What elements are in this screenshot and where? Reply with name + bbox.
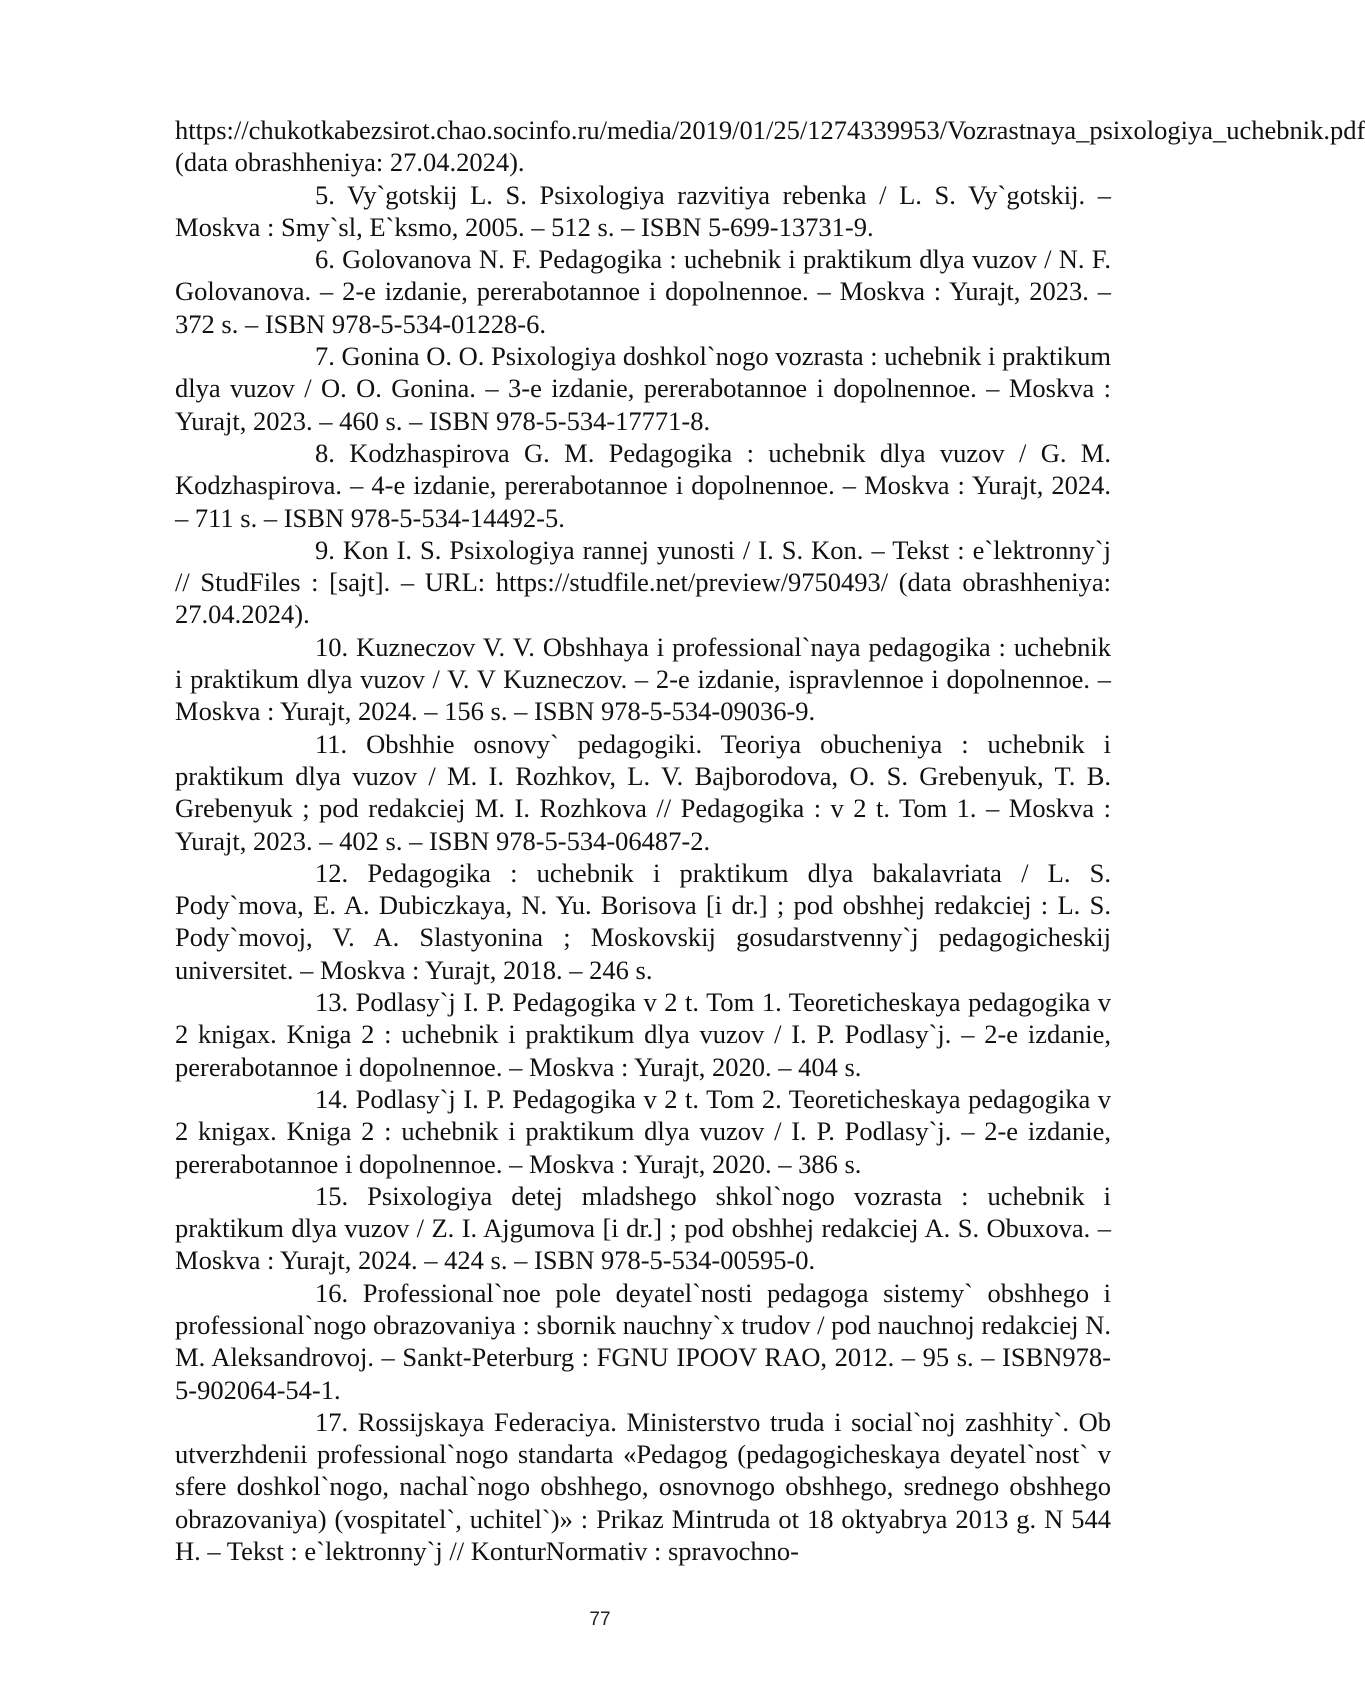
reference-number: 17. bbox=[315, 1406, 349, 1437]
reference-item-5 bbox=[175, 179, 1111, 244]
reference-text: Gonina O. O. Psixologiya doshkol`nogo vozrasta : uchebnik i praktikum dlya vuzov / O. O. Gonina. – 3-e izdanie, pererabotannoe i dopolnennoe. – Moskva : Yurajt, 2023. – 460 s. – ISBN 978-5-534-17771-8. bbox=[175, 341, 1112, 436]
reference-item-11 bbox=[175, 728, 1111, 857]
page-number: 77 bbox=[589, 1609, 611, 1630]
reference-number: 16. bbox=[315, 1277, 349, 1308]
reference-text: Professional`noe pole deyatel`nosti pedagoga sistemy` obshhego i professional`nogo obrazovaniya : sbornik nauchny`x trudov / pod nauchnoj redakciej N. M. Aleksandrovoj. – Sankt-Peterburg : FGNU IPOOV RAO, 2012. – 95 s. – ISBN978-5-902064-54-1. bbox=[175, 1277, 1112, 1405]
reference-item-16 bbox=[175, 1277, 1111, 1406]
reference-number: 15. bbox=[315, 1180, 349, 1211]
reference-text: Rossijskaya Federaciya. Ministerstvo truda i social`noj zashhity`. Ob utverzhdenii professional`nogo standarta «Pedagog (pedagogicheskaya deyatel`nost` v sfere doshkol`nogo, nachal`nogo obshhego, osnovnogo obshhego, srednego obshhego obrazovaniya) (vospitatel`, uchitel`)» : Prikaz Mintruda ot 18 oktyabrya 2013 g. N 544 H. – Tekst : e`lektronny`j // KonturNormativ : spravochno- bbox=[175, 1406, 1111, 1567]
reference-text: Podlasy`j I. P. Pedagogika v 2 t. Tom 2. Teoreticheskaya pedagogika v 2 knigax. Kniga 2 : uchebnik i praktikum dlya vuzov / I. P. Podlasy`j. – 2-e izdanie, pererabotannoe i dopolnennoe. – Moskva : Yurajt, 2020. – 386 s. bbox=[175, 1083, 1112, 1179]
reference-number: 11. bbox=[315, 728, 348, 759]
reference-number: 14. bbox=[315, 1083, 349, 1114]
reference-item-9 bbox=[175, 534, 1111, 631]
reference-text: Kon I. S. Psixologiya rannej yunosti / I. S. Kon. – Tekst : e`lektronny`j // StudFiles : [sajt]. – URL: https://studfile.net/preview/9750493/ (data obrashheniya: 27.04.2024). bbox=[175, 534, 1112, 630]
reference-item-12 bbox=[175, 857, 1111, 986]
reference-item-7 bbox=[175, 340, 1111, 437]
reference-item-13 bbox=[175, 986, 1111, 1083]
reference-item-14 bbox=[175, 1083, 1111, 1180]
reference-number: 7. bbox=[315, 341, 335, 372]
reference-text: Kodzhaspirova G. M. Pedagogika : uchebnik dlya vuzov / G. M. Kodzhaspirova. – 4-e izdanie, pererabotannoe i dopolnennoe. – Moskva : Yurajt, 2024. – 711 s. – ISBN 978-5-534-14492-5. bbox=[175, 437, 1111, 533]
reference-item-10 bbox=[175, 631, 1111, 728]
reference-item-6 bbox=[175, 243, 1111, 340]
reference-text: Podlasy`j I. P. Pedagogika v 2 t. Tom 1. Teoreticheskaya pedagogika v 2 knigax. Kniga 2 : uchebnik i praktikum dlya vuzov / I. P. Podlasy`j. – 2-e izdanie, pererabotannoe i dopolnennoe. – Moskva : Yurajt, 2020. – 404 s. bbox=[175, 987, 1112, 1082]
reference-text: Kuzneczov V. V. Obshhaya i professional`naya pedagogika : uchebnik i praktikum dlya vuzov / V. V Kuzneczov. – 2-e izdanie, ispravlennoe i dopolnennoe. – Moskva : Yurajt, 2024. – 156 s. – ISBN 978-5-534-09036-9. bbox=[175, 631, 1112, 727]
reference-number: 10. bbox=[315, 631, 349, 662]
reference-text: Pedagogika : uchebnik i praktikum dlya bakalavriata / L. S. Pody`mova, E. A. Dubiczkaya, N. Yu. Borisova [i dr.] ; pod obshhej redakciej : L. S. Pody`movoj, V. A. Slastyonina ; Moskovskij gosudarstvenny`j pedagogicheskij universitet. – Moskva : Yurajt, 2018. – 246 s. bbox=[175, 857, 1112, 985]
reference-text: Golovanova N. F. Pedagogika : uchebnik i praktikum dlya vuzov / N. F. Golovanova. – 2-e izdanie, pererabotannoe i dopolnennoe. – Moskva : Yurajt, 2023. – 372 s. – ISBN 978-5-534-01228-6. bbox=[175, 244, 1112, 339]
reference-text: Vy`gotskij L. S. Psixologiya razvitiya rebenka / L. S. Vy`gotskij. – Moskva : Smy`sl, E`ksmo, 2005. – 512 s. – ISBN 5-699-13731-9. bbox=[175, 179, 1111, 242]
reference-item-8 bbox=[175, 437, 1111, 534]
reference-item-15 bbox=[175, 1180, 1111, 1277]
reference-number: 13. bbox=[315, 987, 349, 1018]
reference-number: 12. bbox=[315, 857, 349, 888]
reference-number: 9. bbox=[315, 534, 335, 565]
reference-number: 5. bbox=[315, 179, 335, 210]
reference-list bbox=[175, 114, 1365, 1567]
reference-item-17 bbox=[175, 1406, 1111, 1567]
reference-text: Obshhie osnovy` pedagogiki. Teoriya obucheniya : uchebnik i praktikum dlya vuzov / M. I. Rozhkov, L. V. Bajborodova, O. S. Grebenyuk, T. B. Grebenyuk ; pod redakciej M. I. Rozhkova // Pedagogika : v 2 t. Tom 1. – Moskva : Yurajt, 2023. – 402 s. – ISBN 978-5-534-06487-2. bbox=[175, 728, 1112, 856]
reference-text: Psixologiya detej mladshego shkol`nogo vozrasta : uchebnik i praktikum dlya vuzov / Z. I. Ajgumova [i dr.] ; pod obshhej redakciej A. S. Obuxova. – Moskva : Yurajt, 2024. – 424 s. – ISBN 978-5-534-00595-0. bbox=[175, 1180, 1112, 1276]
reference-continuation: https://chukotkabezsirot.chao.socinfo.ru/media/2019/01/25/1274339953/Vozrastnaya_psixologiya_uchebnik.pdf (data obrashheniya: 27.04.2024). bbox=[175, 115, 1365, 178]
reference-number: 8. bbox=[315, 437, 335, 468]
reference-number: 6. bbox=[315, 244, 335, 275]
